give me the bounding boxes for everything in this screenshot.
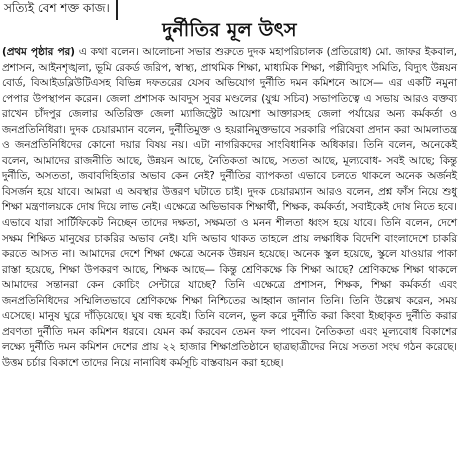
continuation-marker: (প্রথম পৃষ্ঠার পর) xyxy=(2,46,75,58)
previous-article-tail: সত্যিই বেশ শক্ত কাজ। xyxy=(4,1,110,15)
article-body-text: এ কথা বলেন। আলোচনা সভার শুরুতে দুদক মহাপরিচালক (প্রতিরোধ) মো. জাফর ইকবাল, প্রশাসন, আইনশৃঙ্খলা, ভূমি রেকর্ড জরিপ, স্বাস্থ্য, প্রাথমিক শিক্ষা, মাধ্যমিক শিক্ষা, পল্লীবিদ্যুৎ সমিতি, বিদ্যুৎ উন্নয়ন বোর্ড, বিআইডব্লিউটিএসহ বিভিন্ন দফতরের যেসব অভিযোগ দুর্নীতি দমন কমিশনে আসে— এর একটি নমুনা পেপার উপস্থাপন করেন। জেলা প্রশাসক আবদুস সুবর মণ্ডলের (যুগ্ম সচিব) সভাপতিত্বে এ সভায় আরও বক্তব্য রাখেন চাঁদপুর জেলার অতিরিক্ত জেলা ম্যাজিস্ট্রেট আয়েশা আক্তারসহ জেলা পর্যায়ের অন্য কর্মকর্তা ও জনপ্রতিনিধিরা। দুদক চেয়ারম্যান বলেন, দুর্নীতিমুক্ত ও হয়রানিমুক্তভাবে সরকারি পরিষেবা প্রদান করা আমলাতন্ত্র ও জনপ্রতিনিধিদের কোনো দয়ার বিষয় নয়। এটা নাগরিকদের সাংবিধানিক অধিকার। তিনি বলেন, অনেকেই বলেন, আমাদের রাজনীতি আছে, উন্নয়ন আছে, নৈতিকতা আছে, সততা আছে, মূল্যবোধ- সবই আছে; কিন্তু দুর্নীতি, অসততা, জবাবদিহিতার অভাব কেন নেই? দুর্নীতির ব্যাপকতা এভাবে চলতে থাকলে অনেক অর্জনই বিসর্জন হয়ে যাবে। আমরা এ অবস্থার উত্তরণ ঘটাতে চাই। দুদক চেয়ারম্যান আরও বলেন, প্রশ্ন ফাঁস নিয়ে শুধু শিক্ষা মন্ত্রণালয়কে দোষ দিয়ে লাভ নেই। এক্ষেত্রে অভিভাবক শিক্ষার্থী, শিক্ষক, কর্মকর্তা, সবাইকেই দোষ নিতে হবে। এভাবে যারা সার্টিফিকেট নিচ্ছেন তাদের দক্ষতা, সক্ষমতা ও মনন শীলতা ধ্বংস হয়ে যাবে। তিনি বলেন, দেশে সক্ষম শিক্ষিত মানুষের চাকরির অভাব নেই। যদি অভাব থাকত তাহলে প্রায় লক্ষাধিক বিদেশি বাংলাদেশে চাকরি করতে আসত না। আমাদের দেশে শিক্ষা ক্ষেত্রে অনেক উন্নয়ন হয়েছে। অনেক স্কুল হয়েছে, স্কুলে যাওয়ার পাকা রাস্তা হয়েছে, শিক্ষা উপকরণ আছে, শিক্ষক আছে— কিন্তু শ্রেণিকক্ষে কি শিক্ষা আছে? শ্রেণিকক্ষে শিক্ষা থাকলে আমাদের সন্তানরা কেন কোচিং সেন্টারে যাচ্ছে? তিনি এক্ষেত্রে প্রশাসন, শিক্ষক, শিক্ষা কর্মকর্তা এবং জনপ্রতিনিধিদের সম্মিলিতভাবে শ্রেণিকক্ষে শিক্ষা নিশ্চিতের আহ্বান জানান তিনি। তিনি উল্লেখ করেন, সময় এসেছে। মানুষ ঘুরে দাঁড়িয়েছে। ঘুষ বন্ধ হবেই। তিনি বলেন, ভুল করে দুর্নীতি করা কিংবা ইচ্ছাকৃত দুর্নীতি করার প্রবণতা দুর্নীতি দমন কমিশন ধরবে। যেমন কর্ম করবেন তেমন ফল পাবেন। নৈতিকতা এবং মূল্যবোধ বিকাশের লক্ষ্যে দুর্নীতি দমন কমিশন দেশের প্রায় ২২ হাজার শিক্ষাপ্রতিষ্ঠানে ছাত্রছাত্রীদের নিয়ে সততা সংঘ গঠন করেছে। উত্তম চর্চার বিকাশে তাদের নিয়ে নানাবিধ কর্মসূচি বাস্তবায়ন করা হচ্ছে। xyxy=(2,46,458,369)
article-body xyxy=(2,45,457,371)
column-divider xyxy=(116,0,118,20)
article-headline: দুর্নীতির মূল উৎস xyxy=(162,19,297,41)
